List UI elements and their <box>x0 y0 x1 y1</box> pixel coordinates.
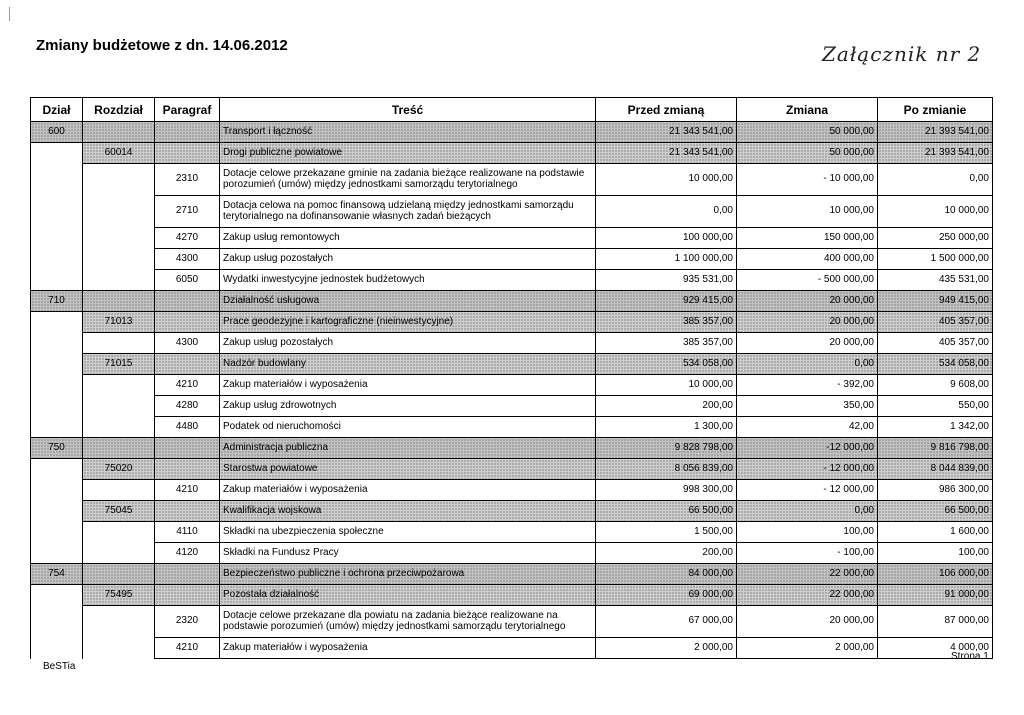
cell-przed-zmiana: 8 056 839,00 <box>596 459 737 480</box>
cell-zmiana: 50 000,00 <box>737 122 878 143</box>
cell-zmiana: 20 000,00 <box>737 333 878 354</box>
cell-dzial: 600 <box>31 122 83 143</box>
cell-zmiana: 50 000,00 <box>737 143 878 164</box>
cell-paragraf <box>155 312 220 333</box>
cell-po-zmianie: 10 000,00 <box>878 196 993 228</box>
header-przed-zmiana: Przed zmianą <box>596 98 737 122</box>
cell-po-zmianie: 66 500,00 <box>878 501 993 522</box>
cell-dzial <box>31 228 83 249</box>
cell-paragraf: 4210 <box>155 480 220 501</box>
cell-paragraf <box>155 564 220 585</box>
cell-przed-zmiana: 10 000,00 <box>596 375 737 396</box>
cell-zmiana: 0,00 <box>737 354 878 375</box>
table-row <box>31 564 993 585</box>
table-row <box>31 501 993 522</box>
cell-przed-zmiana: 100 000,00 <box>596 228 737 249</box>
cell-paragraf: 4300 <box>155 249 220 270</box>
handwritten-annotation: Załącznik nr 2 <box>822 42 982 66</box>
cell-przed-zmiana: 385 357,00 <box>596 312 737 333</box>
cell-po-zmianie: 4 000,00 <box>878 638 993 659</box>
cell-dzial <box>31 606 83 638</box>
header-tresc: Treść <box>220 98 596 122</box>
cell-rozdzial <box>83 333 155 354</box>
table-row <box>31 270 993 291</box>
cell-przed-zmiana: 935 531,00 <box>596 270 737 291</box>
cell-zmiana: - 12 000,00 <box>737 480 878 501</box>
cell-po-zmianie: 534 058,00 <box>878 354 993 375</box>
cell-przed-zmiana: 200,00 <box>596 396 737 417</box>
cell-po-zmianie: 405 357,00 <box>878 333 993 354</box>
cell-zmiana: 20 000,00 <box>737 312 878 333</box>
cell-dzial <box>31 375 83 396</box>
cell-paragraf: 2710 <box>155 196 220 228</box>
cell-rozdzial: 75045 <box>83 501 155 522</box>
cell-rozdzial: 75020 <box>83 459 155 480</box>
cell-przed-zmiana: 0,00 <box>596 196 737 228</box>
cell-paragraf: 2320 <box>155 606 220 638</box>
cell-przed-zmiana: 21 343 541,00 <box>596 122 737 143</box>
cell-po-zmianie: 986 300,00 <box>878 480 993 501</box>
cell-po-zmianie: 0,00 <box>878 164 993 196</box>
cell-zmiana: - 392,00 <box>737 375 878 396</box>
cell-rozdzial <box>83 543 155 564</box>
header-po-zmianie: Po zmianie <box>878 98 993 122</box>
table-row <box>31 164 993 196</box>
footer-page-number: Strona 1 <box>951 651 989 662</box>
cell-paragraf <box>155 585 220 606</box>
cell-zmiana: 20 000,00 <box>737 606 878 638</box>
cell-po-zmianie: 1 500 000,00 <box>878 249 993 270</box>
cell-tresc: Zakup materiałów i wyposażenia <box>220 480 596 501</box>
header-rozdzial: Rozdział <box>83 98 155 122</box>
cell-zmiana: 100,00 <box>737 522 878 543</box>
cell-dzial <box>31 143 83 164</box>
cell-rozdzial <box>83 270 155 291</box>
cell-zmiana: - 500 000,00 <box>737 270 878 291</box>
cell-po-zmianie: 91 000,00 <box>878 585 993 606</box>
table-row <box>31 585 993 606</box>
table-row <box>31 196 993 228</box>
budget-table <box>30 97 993 659</box>
cell-paragraf: 4300 <box>155 333 220 354</box>
table-row <box>31 143 993 164</box>
cell-paragraf <box>155 122 220 143</box>
cell-po-zmianie: 1 342,00 <box>878 417 993 438</box>
cell-paragraf: 4120 <box>155 543 220 564</box>
cell-przed-zmiana: 534 058,00 <box>596 354 737 375</box>
cell-dzial <box>31 354 83 375</box>
cell-tresc: Zakup usług pozostałych <box>220 249 596 270</box>
cell-rozdzial: 60014 <box>83 143 155 164</box>
cell-paragraf: 4270 <box>155 228 220 249</box>
cell-rozdzial <box>83 396 155 417</box>
cell-dzial: 710 <box>31 291 83 312</box>
cell-tresc: Pozostała działalność <box>220 585 596 606</box>
table-row <box>31 291 993 312</box>
cell-po-zmianie: 9 608,00 <box>878 375 993 396</box>
table-row <box>31 606 993 638</box>
cell-rozdzial <box>83 291 155 312</box>
cell-tresc: Zakup usług remontowych <box>220 228 596 249</box>
cell-tresc: Składki na Fundusz Pracy <box>220 543 596 564</box>
header-row <box>31 98 993 122</box>
cell-po-zmianie: 87 000,00 <box>878 606 993 638</box>
cell-dzial: 754 <box>31 564 83 585</box>
table-row <box>31 459 993 480</box>
cell-po-zmianie: 550,00 <box>878 396 993 417</box>
cell-rozdzial: 75495 <box>83 585 155 606</box>
cell-rozdzial: 71015 <box>83 354 155 375</box>
cell-zmiana: 10 000,00 <box>737 196 878 228</box>
cell-zmiana: 400 000,00 <box>737 249 878 270</box>
cell-po-zmianie: 21 393 541,00 <box>878 122 993 143</box>
cell-rozdzial <box>83 638 155 659</box>
cell-po-zmianie: 9 816 798,00 <box>878 438 993 459</box>
cell-tresc: Zakup usług pozostałych <box>220 333 596 354</box>
cell-przed-zmiana: 66 500,00 <box>596 501 737 522</box>
cell-rozdzial <box>83 196 155 228</box>
cell-dzial <box>31 270 83 291</box>
table-row <box>31 375 993 396</box>
cell-tresc: Starostwa powiatowe <box>220 459 596 480</box>
cell-dzial <box>31 333 83 354</box>
cell-paragraf <box>155 459 220 480</box>
cell-rozdzial <box>83 438 155 459</box>
cell-paragraf <box>155 143 220 164</box>
cell-po-zmianie: 8 044 839,00 <box>878 459 993 480</box>
cell-paragraf: 2310 <box>155 164 220 196</box>
cell-zmiana: -12 000,00 <box>737 438 878 459</box>
cell-dzial <box>31 196 83 228</box>
cell-paragraf <box>155 438 220 459</box>
cell-paragraf <box>155 354 220 375</box>
cell-tresc: Zakup materiałów i wyposażenia <box>220 375 596 396</box>
cell-zmiana: 2 000,00 <box>737 638 878 659</box>
table-row <box>31 638 993 659</box>
cell-paragraf: 4210 <box>155 638 220 659</box>
cell-dzial <box>31 501 83 522</box>
cell-dzial <box>31 585 83 606</box>
cell-dzial <box>31 480 83 501</box>
cell-przed-zmiana: 69 000,00 <box>596 585 737 606</box>
cell-rozdzial <box>83 375 155 396</box>
cell-przed-zmiana: 200,00 <box>596 543 737 564</box>
cell-zmiana: - 100,00 <box>737 543 878 564</box>
cell-dzial <box>31 522 83 543</box>
cell-zmiana: - 10 000,00 <box>737 164 878 196</box>
table-row <box>31 249 993 270</box>
cell-przed-zmiana: 21 343 541,00 <box>596 143 737 164</box>
cell-tresc: Składki na ubezpieczenia społeczne <box>220 522 596 543</box>
cell-paragraf: 6050 <box>155 270 220 291</box>
cell-przed-zmiana: 2 000,00 <box>596 638 737 659</box>
cell-zmiana: - 12 000,00 <box>737 459 878 480</box>
table-row <box>31 480 993 501</box>
cell-paragraf: 4280 <box>155 396 220 417</box>
cell-rozdzial <box>83 228 155 249</box>
table-row <box>31 543 993 564</box>
cell-paragraf: 4480 <box>155 417 220 438</box>
table-body <box>31 122 993 659</box>
cell-tresc: Dotacje celowe przekazane dla powiatu na zadania bieżące realizowane na podstawie porozumień (umów) między jednostkami samorządu terytorialnego <box>220 606 596 638</box>
table-row <box>31 417 993 438</box>
cell-dzial <box>31 312 83 333</box>
cell-po-zmianie: 21 393 541,00 <box>878 143 993 164</box>
cell-zmiana: 350,00 <box>737 396 878 417</box>
cell-tresc: Wydatki inwestycyjne jednostek budżetowych <box>220 270 596 291</box>
table-row <box>31 122 993 143</box>
cell-paragraf <box>155 291 220 312</box>
page-title: Zmiany budżetowe z dn. 14.06.2012 <box>36 37 288 54</box>
cell-dzial <box>31 417 83 438</box>
cell-rozdzial <box>83 164 155 196</box>
table-row <box>31 396 993 417</box>
cell-przed-zmiana: 385 357,00 <box>596 333 737 354</box>
cell-przed-zmiana: 1 100 000,00 <box>596 249 737 270</box>
cell-przed-zmiana: 929 415,00 <box>596 291 737 312</box>
table-row <box>31 438 993 459</box>
cell-zmiana: 0,00 <box>737 501 878 522</box>
table-row <box>31 354 993 375</box>
cell-przed-zmiana: 1 300,00 <box>596 417 737 438</box>
cell-rozdzial <box>83 417 155 438</box>
cell-przed-zmiana: 9 828 798,00 <box>596 438 737 459</box>
cell-po-zmianie: 106 000,00 <box>878 564 993 585</box>
cell-rozdzial <box>83 606 155 638</box>
header-dzial: Dział <box>31 98 83 122</box>
cell-tresc: Nadzór budowlany <box>220 354 596 375</box>
table-row <box>31 228 993 249</box>
cell-zmiana: 42,00 <box>737 417 878 438</box>
cell-przed-zmiana: 84 000,00 <box>596 564 737 585</box>
cell-po-zmianie: 250 000,00 <box>878 228 993 249</box>
cell-dzial <box>31 249 83 270</box>
cell-tresc: Bezpieczeństwo publiczne i ochrona przeciwpożarowa <box>220 564 596 585</box>
table-row <box>31 312 993 333</box>
header-paragraf: Paragraf <box>155 98 220 122</box>
cell-rozdzial <box>83 249 155 270</box>
cell-dzial <box>31 543 83 564</box>
cell-rozdzial <box>83 564 155 585</box>
cell-zmiana: 22 000,00 <box>737 585 878 606</box>
footer-left: BeSTia <box>43 661 76 672</box>
cell-tresc: Zakup usług zdrowotnych <box>220 396 596 417</box>
cell-zmiana: 150 000,00 <box>737 228 878 249</box>
cell-rozdzial: 71013 <box>83 312 155 333</box>
cell-paragraf <box>155 501 220 522</box>
cell-rozdzial <box>83 522 155 543</box>
cell-przed-zmiana: 67 000,00 <box>596 606 737 638</box>
table-row <box>31 522 993 543</box>
cell-dzial <box>31 638 83 659</box>
cell-przed-zmiana: 1 500,00 <box>596 522 737 543</box>
cell-paragraf: 4110 <box>155 522 220 543</box>
cell-rozdzial <box>83 122 155 143</box>
cell-po-zmianie: 405 357,00 <box>878 312 993 333</box>
cell-tresc: Kwalifikacja wojskowa <box>220 501 596 522</box>
cell-tresc: Działalność usługowa <box>220 291 596 312</box>
cell-tresc: Transport i łączność <box>220 122 596 143</box>
cell-paragraf: 4210 <box>155 375 220 396</box>
cell-zmiana: 22 000,00 <box>737 564 878 585</box>
cell-tresc: Prace geodezyjne i kartograficzne (nieinwestycyjne) <box>220 312 596 333</box>
cell-zmiana: 20 000,00 <box>737 291 878 312</box>
cell-po-zmianie: 949 415,00 <box>878 291 993 312</box>
cell-tresc: Dotacje celowe przekazane gminie na zadania bieżące realizowane na podstawie porozumień (umów) między jednostkami samorządu terytorialnego <box>220 164 596 196</box>
cell-tresc: Zakup materiałów i wyposażenia <box>220 638 596 659</box>
cell-przed-zmiana: 998 300,00 <box>596 480 737 501</box>
cell-dzial <box>31 396 83 417</box>
cell-po-zmianie: 100,00 <box>878 543 993 564</box>
cell-dzial <box>31 164 83 196</box>
cell-tresc: Administracja publiczna <box>220 438 596 459</box>
cell-przed-zmiana: 10 000,00 <box>596 164 737 196</box>
cell-dzial <box>31 459 83 480</box>
cell-po-zmianie: 1 600,00 <box>878 522 993 543</box>
cell-tresc: Drogi publiczne powiatowe <box>220 143 596 164</box>
cell-dzial: 750 <box>31 438 83 459</box>
cell-tresc: Dotacja celowa na pomoc finansową udzielaną między jednostkami samorządu terytorialnego na dofinansowanie własnych zadań bieżących <box>220 196 596 228</box>
cell-tresc: Podatek od nieruchomości <box>220 417 596 438</box>
scan-mark <box>9 7 10 21</box>
cell-rozdzial <box>83 480 155 501</box>
cell-po-zmianie: 435 531,00 <box>878 270 993 291</box>
table-row <box>31 333 993 354</box>
header-zmiana: Zmiana <box>737 98 878 122</box>
